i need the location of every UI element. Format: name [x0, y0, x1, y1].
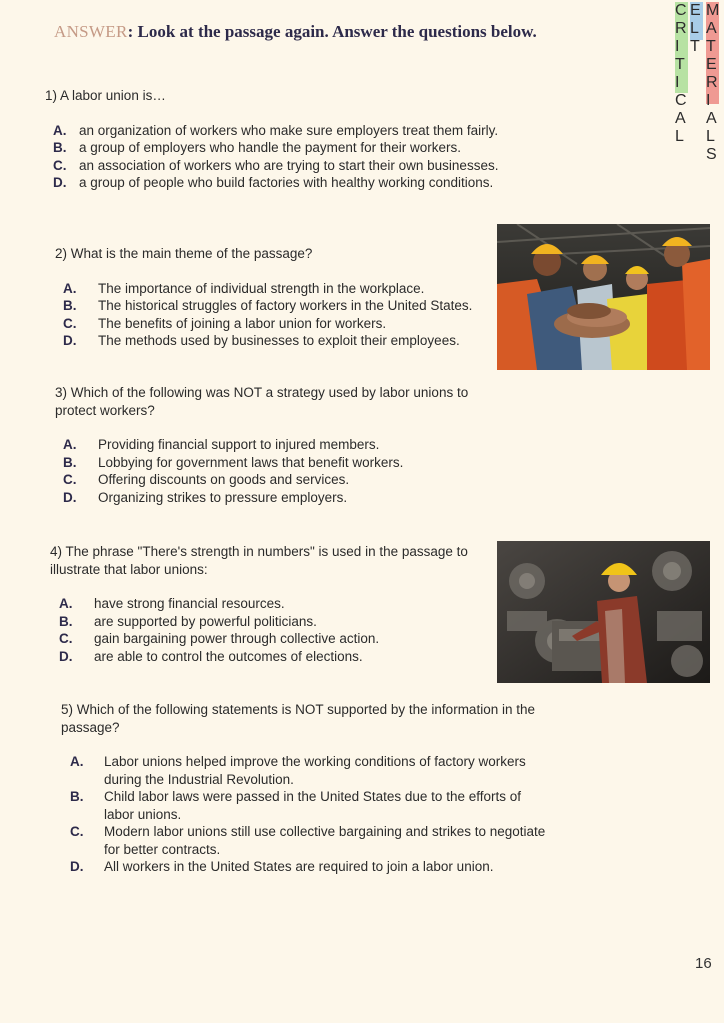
- logo-letter: R: [706, 74, 718, 91]
- logo-letter: A: [706, 20, 717, 37]
- logo-letter: L: [690, 20, 699, 37]
- option-text: Offering discounts on goods and services.: [98, 472, 350, 487]
- workers-teamwork-photo: [497, 224, 710, 370]
- answer-option: [50, 595, 490, 613]
- option-text: Organizing strikes to pressure employers.: [98, 489, 348, 505]
- answer-options: [55, 436, 495, 506]
- question-3: [55, 384, 495, 506]
- logo-letter: E: [706, 56, 717, 73]
- option-text: Providing financial support to injured members.: [98, 437, 380, 452]
- option-letter: A.: [53, 122, 67, 138]
- question-stem: 4) The phrase "There's strength in numbers" is used in the passage to illustrate that labor unions:: [50, 544, 468, 577]
- option-text: The methods used by businesses to exploit their employees.: [98, 333, 460, 348]
- option-letter: C.: [59, 631, 73, 646]
- option-letter: A.: [70, 754, 84, 769]
- page-number: 16: [695, 955, 712, 972]
- option-text: gain bargaining power through collective action.: [94, 631, 380, 646]
- question-stem: 1) A labor union is…: [45, 88, 166, 103]
- answer-option: [50, 648, 490, 666]
- answer-label: ANSWER: [54, 22, 128, 41]
- option-letter: B.: [63, 298, 77, 313]
- logo-letter: T: [706, 38, 716, 55]
- question-stem: 3) Which of the following was NOT a strategy used by labor unions to protect workers?: [55, 385, 469, 418]
- answer-option: [45, 157, 545, 175]
- logo-column-elt: [690, 2, 703, 55]
- logo-letter: R: [675, 20, 687, 37]
- page-header: [54, 22, 537, 42]
- option-text: a group of employers who handle the payment for their workers.: [79, 140, 461, 155]
- logo-letter: L: [706, 128, 715, 145]
- option-text: Labor unions helped improve the working conditions of factory workers during the Industrial Revolution.: [104, 754, 526, 787]
- option-text: Modern labor unions still use collective bargaining and strikes to negotiate for better contracts.: [104, 824, 546, 857]
- workers-teamwork-illustration: [497, 224, 710, 370]
- option-text: an association of workers who are trying to start their own businesses.: [79, 157, 499, 173]
- option-letter: A.: [63, 280, 77, 296]
- answer-option: [55, 297, 495, 315]
- question-5: [61, 701, 551, 876]
- answer-option: [45, 174, 545, 192]
- logo-column-materials: [706, 2, 720, 163]
- answer-option: [55, 471, 495, 489]
- logo-letter: I: [675, 74, 680, 91]
- logo-letter: S: [706, 146, 717, 163]
- logo-letter: A: [675, 110, 686, 127]
- header-instruction: : Look at the passage again. Answer the questions below.: [127, 22, 537, 41]
- option-letter: C.: [70, 824, 84, 839]
- logo-letter: L: [675, 128, 684, 145]
- option-letter: B.: [59, 613, 73, 629]
- answer-options: [45, 122, 545, 192]
- answer-option: [55, 315, 495, 333]
- option-text: The historical struggles of factory workers in the United States.: [98, 298, 473, 313]
- logo-letter: T: [675, 56, 685, 73]
- question-2: [55, 245, 495, 350]
- logo-letter: C: [675, 92, 687, 109]
- answer-option: [55, 489, 495, 507]
- answer-option: [61, 858, 551, 876]
- option-letter: B.: [63, 454, 77, 470]
- answer-option: [55, 436, 495, 454]
- logo-column-critical: [675, 2, 688, 145]
- answer-option: [45, 122, 545, 140]
- answer-options: [55, 280, 495, 350]
- logo-letter: I: [675, 38, 680, 55]
- answer-option: [55, 454, 495, 472]
- option-text: have strong financial resources.: [94, 596, 285, 611]
- logo-letter: E: [690, 2, 701, 19]
- answer-option: [50, 613, 490, 631]
- logo-letter: A: [706, 110, 717, 127]
- factory-worker-photo: [497, 541, 710, 683]
- option-letter: C.: [63, 472, 77, 487]
- option-text: The importance of individual strength in the workplace.: [98, 280, 425, 296]
- option-text: an organization of workers who make sure employers treat them fairly.: [79, 122, 499, 138]
- option-text: All workers in the United States are required to join a labor union.: [104, 859, 494, 874]
- option-text: Lobbying for government laws that benefit workers.: [98, 454, 404, 470]
- answer-option: [45, 139, 545, 157]
- answer-option: [61, 753, 551, 788]
- answer-option: [55, 332, 495, 350]
- question-stem: 5) Which of the following statements is NOT supported by the information in the passage?: [61, 702, 535, 735]
- logo-letter: I: [706, 92, 711, 109]
- logo-letter: M: [706, 2, 720, 19]
- option-letter: A.: [59, 596, 73, 611]
- option-text: Child labor laws were passed in the United States due to the efforts of labor unions.: [104, 789, 521, 822]
- answer-options: [50, 595, 490, 665]
- question-4: [50, 543, 490, 665]
- option-letter: B.: [53, 140, 67, 155]
- option-text: are able to control the outcomes of elections.: [94, 648, 363, 664]
- option-letter: D.: [59, 648, 73, 664]
- option-letter: D.: [70, 859, 84, 874]
- option-letter: D.: [63, 333, 77, 348]
- answer-option: [55, 280, 495, 298]
- question-stem: 2) What is the main theme of the passage?: [55, 246, 313, 261]
- answer-option: [61, 788, 551, 823]
- option-letter: B.: [70, 789, 84, 804]
- option-letter: D.: [53, 175, 67, 190]
- option-letter: C.: [63, 315, 77, 331]
- option-letter: C.: [53, 157, 67, 173]
- option-letter: D.: [63, 489, 77, 505]
- answer-option: [50, 630, 490, 648]
- logo-letter: T: [690, 38, 700, 55]
- logo-letter: C: [675, 2, 687, 19]
- option-text: a group of people who build factories with healthy working conditions.: [79, 175, 494, 190]
- option-text: The benefits of joining a labor union for workers.: [98, 315, 387, 331]
- option-letter: A.: [63, 437, 77, 452]
- answer-option: [61, 823, 551, 858]
- answer-options: [61, 753, 551, 876]
- option-text: are supported by powerful politicians.: [94, 613, 317, 629]
- factory-worker-illustration: [497, 541, 710, 683]
- question-1: [45, 87, 545, 192]
